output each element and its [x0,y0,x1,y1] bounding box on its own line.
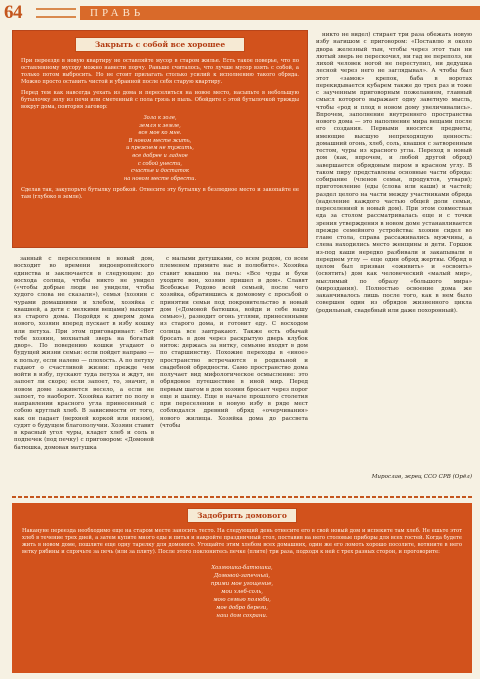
sidebar-box-protect [12,30,308,248]
box-paragraph: При переезде в новую квартиру не оставляйте мусор в старом жилье. Есть такое поверье, что по оставленному мусору можно навести порчу. Раньше считалось, что лучше мусор взять с собой, а только потом выбросить. Но не стоит прилагать столько усилий к исполнению такого обряда. Можно просто оставить чистой и убранной после себя старую квартиру. [21,58,299,85]
section-bar [80,6,480,20]
poem-line: мое добро береги, [215,605,268,611]
poem-line: счастье и достаток [130,168,190,175]
poem-line: все мое ко мне. [138,130,182,137]
poem-line: мои хлеб-соль, [220,589,264,595]
section-title: ПРАВЬ [90,7,145,19]
poem-line: на новом месте обрести. [123,175,197,182]
article-text: с малыми детушками, со всем родом, со всем племенем примите нас и полюбите». Хозяйка ставит квашню на печь: «Все чуды и бухи уходите вон, хозяин пришел в дом». Славят Всебожье Родово всей семьей, после чего хозяйка, обратившись к домовому с просьбой о принятии семьи под покровительство в новый дом («Домовой батюшка, войди и себе нашу семью»), разводит огонь углями, принесенными из старого дома, и готовит еду. С восходом солнца все завтракают. Также есть обычай бросать в дом через раскрытую дверь клубок ниток: держась за нитку, семьяне входят в дом по старшинству. Похожие переходы в «иное» пространство встречаются в родильной и свадебной обрядности. Само пространство дома получает вид мифологическое осмысление: это обрядовое путешествие в иной мир. Перед первым шагом в дом хозяин бросает через порог еще и шапку. Еще в начале прошлого столетия при переселении в новую избу в ряде мест соблюдался древний обряд «очерчивания» нового жилища. Хозяйка дома до рассвета (чтобы [160,256,308,429]
poem-line: и прежнем не тужить, [126,145,194,152]
header-ornament-icon [36,8,76,18]
poem-line: наш дом сохрани. [216,613,268,619]
box-title: Задобрить домового [187,508,297,523]
poem-line: В новом месте жить, [128,137,192,144]
poem-line: Хозяюшка-батюшка, [211,565,273,571]
box-paragraph: Перед тем как навсегда уехать из дома и переселиться на новое место, насыпьте в небольшую бутылочку золу из печи или сметенный с пола грязь и пыль. Обойдите с этой бутылочкой трижды вокруг дома, повторяя заговор: [21,90,299,110]
article-column-1 [14,256,154,452]
box-paragraph: Накануне переезда необходимо еще на старом месте заносить тесто. На следующий день отнесите его в свой новый дом и испеките там хлеб. Не ешьте этот хлеб в течение трех дней, а затем купите много еды и питья и накройте праздничный стол, поставив на него столовые приборы для всех гостей. Когда будете жить в новом доме, пошлите еще одну тарелку для домового. Угощайте этим хлебом всех домашних, один же его ломоть хорошо посолите, вотяните в него ветку рябины и спрячьте за печь (или за плиту). После этого поклонитесь печке (плите) три раза, подходя к ней с трех разных сторон, и проговорите: [22,528,462,555]
poem-line: все добрее и ладное [132,152,188,159]
article-column-2 [160,256,308,430]
divider [12,496,472,498]
article-text: никто не видел) стирает три раза обежать новую избу нагишом с приговором: «Поставлю я около двора железный тын, чтобы через этот тын ни лютый зверь не перескочил, ни гад не переполз, ни лихой человек ногой не переступил, ни дедушка лесной через него не заглядывал». А чтобы был этот «замок» крепок, баба в воротах перекидывается кубарем также до трех раз и тоже с заученным приговорным пожеланием, главный смысл которого выражает одну заветную мысль, чтобы «род и плод в новом дому увеличивались». Впрочем, заполнение внутреннего пространства нового дома — это наполнение мира вещами после его создания. Первыми вносятся предметы, имеющие высшую непреходящую ценность: домашний огонь, хлеб, соль, квашня с затворенным тестом, чуры из красного угла. Переход в новый дом (как, впрочем, и любой другой обряд) завершается обрядовым пиром в красном углу. В таком пиру представлены основные части обряда: собирание (членов семьи, продуктов, утвари); приготовление (еды (слова или каши) и частей; раздел целого на части между участниками обряда (наделение каждого частью общей доли семьи, переселенией в новый дом). При этом совместная еда за столом рассматривалась еще и с точки зрения утверждения в новом доме устанавливается прежде семейного устройства: хозяин сидел во главе стола, справа рассаживались мужчины, а слева находились место женщины и дети. Горшок из-под каши нередко разбивали и закапывали в переднем углу — еще один обряд жертвы. Обряд в целом был призван «оживить» и «освоить» (освятить) дом как человеческий «малый мир», мыслимый по образу «большого мира» (мироздания). Полностью освоение дома же заканчивалось лишь после того, как в нем было совершен один из обрядов жизненного цикла (родильный, свадебный или даже похоронный). [316,32,472,314]
poem-line: Зола к золе, [143,115,177,121]
poem-line: земля к земле, [139,122,181,129]
poem-line: Домовой-запечный, [213,573,271,579]
box-title: Закрыть с собой все хорошее [75,37,245,52]
page-number: 64 [4,2,22,23]
article-column-3 [316,32,472,315]
article-text: занный с переселением в новый дом, восходит во времени индоевропейского единства и заключается в следующем: до восхода солнца, чтобы никто не увидел («чтобы добрые люди не увидели, чтобы худого слова не сказали»), семья (хозяин с чурами домашними и хлебом, хозяйка с квашней, а дети с мелкими вещами) выходит из старого дома. Подойдя к дверям дома нового, хозяин вперед пускает в избу кошку или петуха. При этом приговаривает: «Вот тебе хозяин, мохнатый зверь на богатый двор». По поведению кошки угадают о будущей жизни семьи: если пойдет направо — к пользу, если налево — плохость. А по петуху гадают о счастливой жизни: прежде чем войти в избу, пускают туда петуха и ждут, не запоет ли скоро; если запоет, то, значит, в новом доме заживется весело, а если не запоет, то наоборот. Хозяйка катит по полу в направлении красного угла принесенный с собою круглый хлеб. В зависимости от того, как он падает (верхней коркой или низом), судят о будущем благополучии. Хозяин ставит в красный угол чуры, кладет хлеб и соль в подпечек (под печку) с приговором: «Домовой батюшка, домовая матушка [14,256,154,451]
poem-line: прими мое угощение, [210,581,274,587]
box-paragraph: Сделав так, закупорьте бутылку пробкой. Отнесите эту бутылку в безлюдное место и закопайте ее там (глубоко в земле). [21,187,299,201]
sidebar-box-domovoy [12,503,472,673]
spell-poem [22,564,462,620]
author-signature: Мирослав, жрец ССО СРВ (Орёл) [371,474,472,480]
page-header [0,0,480,26]
poem-line: мою семью полюби, [213,597,271,603]
spell-poem [21,115,299,183]
poem-line: с собой унести, [137,160,183,167]
